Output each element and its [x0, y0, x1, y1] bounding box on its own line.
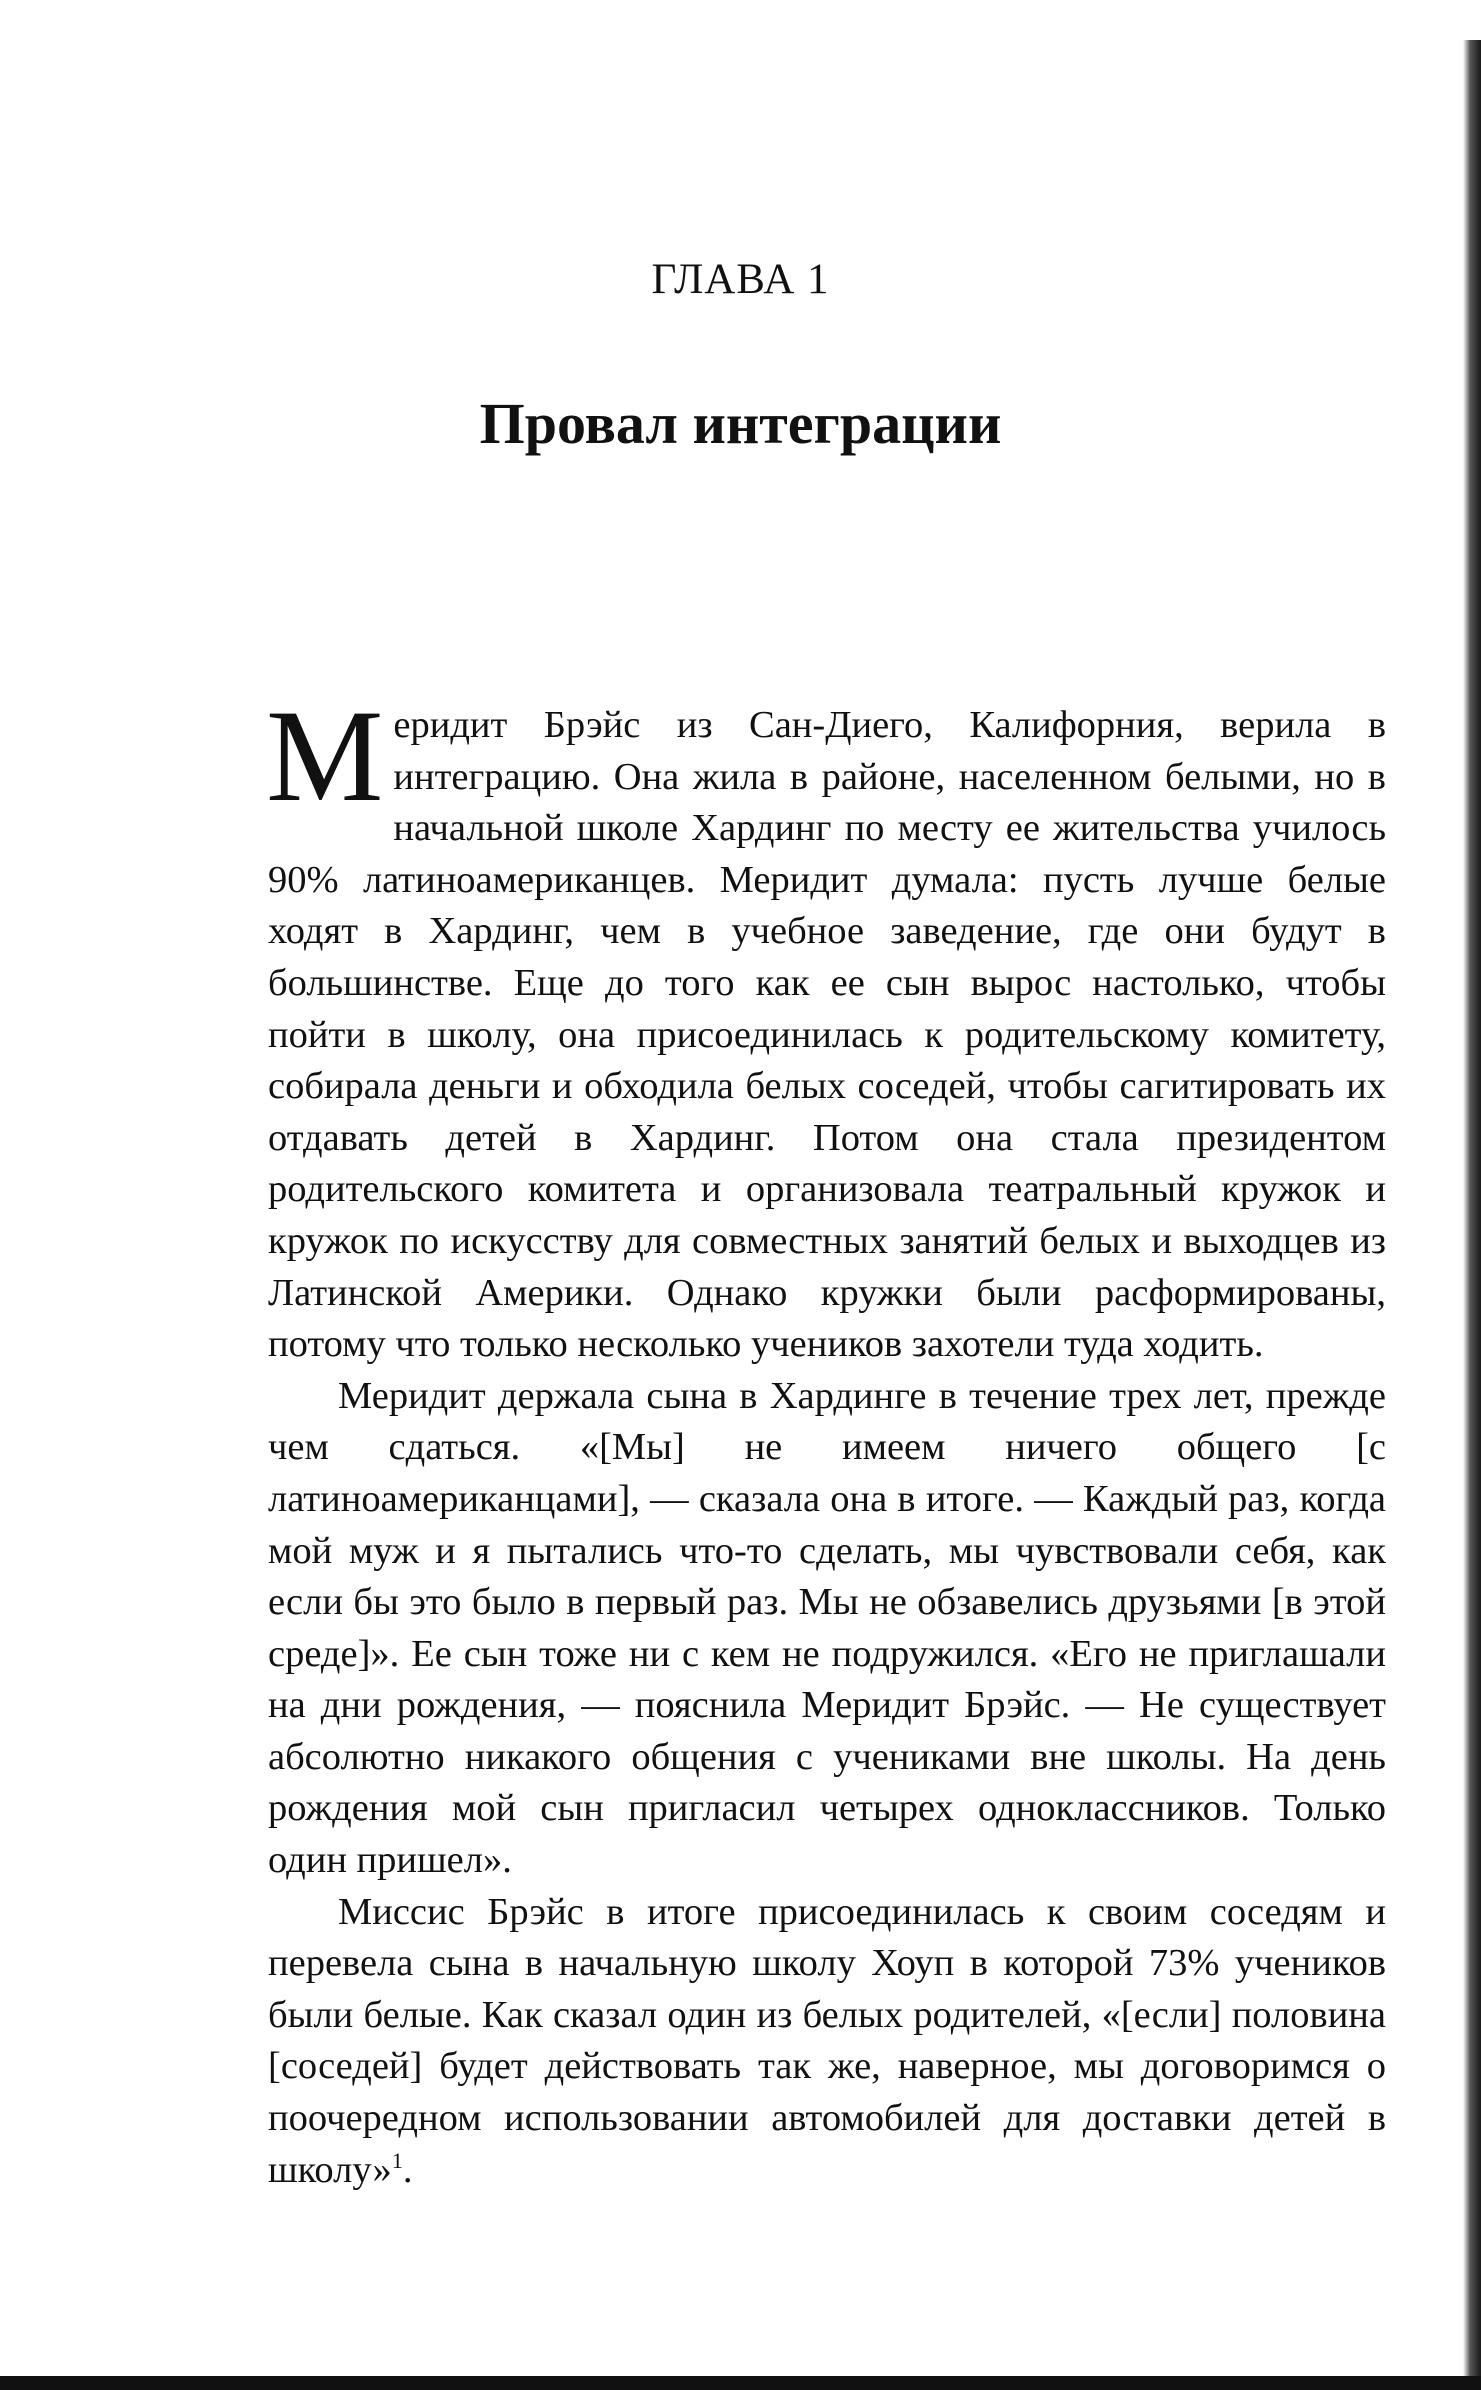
scan-edge-right — [1463, 40, 1481, 2380]
paragraph-3-text: Миссис Брэйс в итоге присоединилась к своим соседям и перевела сына в начальную школу Хоуп в которой 73% учеников были белые. Как сказал один из белых родителей, «[если] половина [соседей] будет действовать так же, наверное, мы договоримся о поочередном использовании автомобилей для доставки детей в школу» — [268, 1890, 1386, 2191]
chapter-title: Провал интеграции — [479, 391, 1002, 456]
paragraph-2-text: Меридит держала сына в Хардинге в течение трех лет, прежде чем сдаться. «[Мы] не имеем ничего общего [с латиноамериканцами], — сказала она в итоге. — Каждый раз, когда мой муж и я пытались что-то сделать, мы чувствовали себя, как если бы это было в первый раз. Мы не обзавелись друзьями [в этой среде]». Ее сын тоже ни с кем не подружился. «Его не приглашали на дни рождения, — пояснила Меридит Брэйс. — Не существует абсолютно никакого общения с учениками вне школы. На день рождения мой сын пригласил четырех одноклассников. Только один пришел». — [268, 1374, 1386, 1882]
paragraph-3 — [268, 1887, 1386, 2197]
body-text — [266, 682, 1386, 2196]
footnote-ref: 1 — [391, 2147, 403, 2173]
paragraph-3-end: . — [402, 2148, 413, 2191]
scan-edge-bottom — [0, 2376, 1481, 2390]
paragraph-1-text: еридит Брэйс из Сан-Диего, Калифорния, верила в интеграцию. Она жила в районе, населенном белыми, но в начальной школе Хардинг по месту ее жительства училось 90% латиноамериканцев. Меридит думала: пусть лучше белые ходят в Хардинг, чем в учебное заведение, где они будут в большинстве. Еще до того как ее сын вырос настолько, чтобы пойти в школу, она присоединилась к родительскому комитету, собирала деньги и обходила белых соседей, чтобы сагитировать их отдавать детей в Хардинг. Потом она стала президентом родительского комитета и организовала театральный кружок и кружок по искусству для совместных занятий белых и выходцев из Латинской Америки. Однако кружки были расформированы, потому что только несколько учеников захотели туда ходить. — [268, 704, 1386, 1366]
drop-cap: М — [266, 682, 384, 829]
paragraph-1 — [266, 682, 1386, 1371]
paragraph-2 — [268, 1371, 1386, 1887]
chapter-label: ГЛАВА 1 — [651, 256, 830, 303]
